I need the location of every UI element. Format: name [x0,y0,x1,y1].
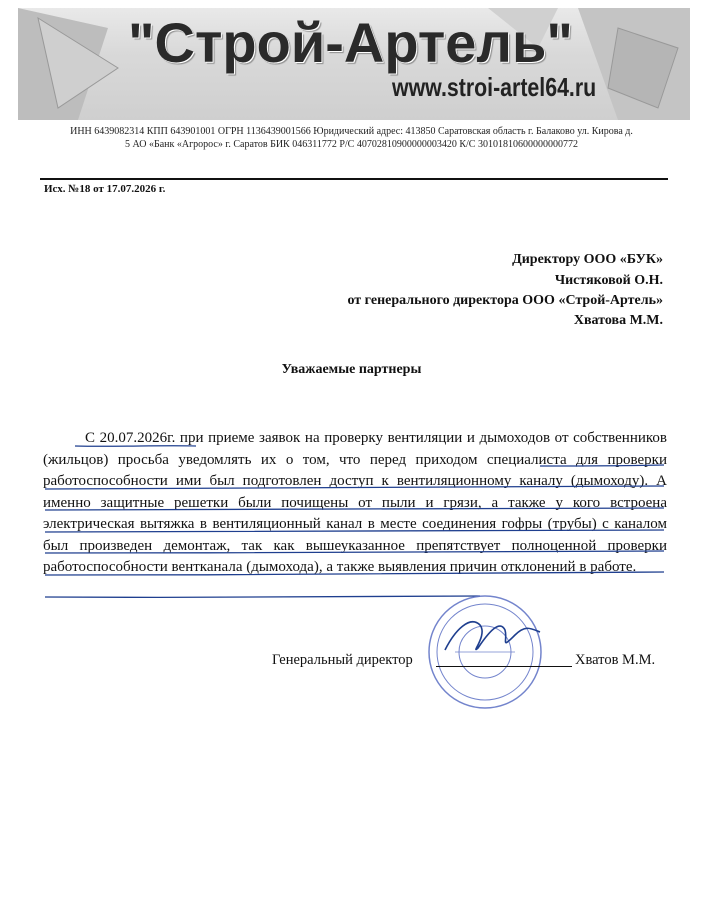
outgoing-number: Исх. №18 от 17.07.2026 г. [44,183,166,195]
requisites-line-1: ИНН 6439082314 КПП 643901001 ОГРН 1136439001566 Юридический адрес: 413850 Саратовская область г. Балаково ул. Кирова д. [70,126,633,137]
addressee-line-1: Директору ООО «БУК» [512,252,663,267]
requisites-line-2: 5 АО «Банк «Агророс» г. Саратов БИК 046311772 Р/С 40702810900000003420 К/С 30101810600000000772 [125,139,578,150]
letterhead-banner [18,8,690,120]
letter-body [43,428,667,579]
header-divider [40,178,668,180]
signature-line [436,666,572,667]
signature-title: Генеральный директор [272,652,413,668]
brand-logo-text: "Строй-Артель" [128,11,573,74]
company-seal-stamp [425,592,545,712]
signature-name: Хватов М.М. [575,652,656,668]
body-paragraph: С 20.07.2026г. при приеме заявок на проверку вентиляции и дымоходов от собственников (жильцов) просьба уведомлять их о том, что перед приходом специалиста для проверки работоспособности ими был подготовлен доступ к вентиляционному каналу (дымоходу). А именно защитные решетки были почищены от пыли и грязи, а также у кого встроена электрическая вытяжка в вентиляционный канал в месте соединения гофры (трубы) с каналом был произведен демонтаж, так как вышеуказанное препятствует полноценной проверки работоспособности вентканала (дымохода), а также выявления причин отклонений в работе. [43,430,667,575]
addressee-line-3: от генерального директора ООО «Строй-Артель» [347,293,663,308]
addressee-line-4: Хватова М.М. [573,313,663,328]
website-url: www.stroi-artel64.ru [392,72,597,102]
addressee-line-2: Чистяковой О.Н. [554,273,663,288]
salutation: Уважаемые партнеры [281,362,422,377]
